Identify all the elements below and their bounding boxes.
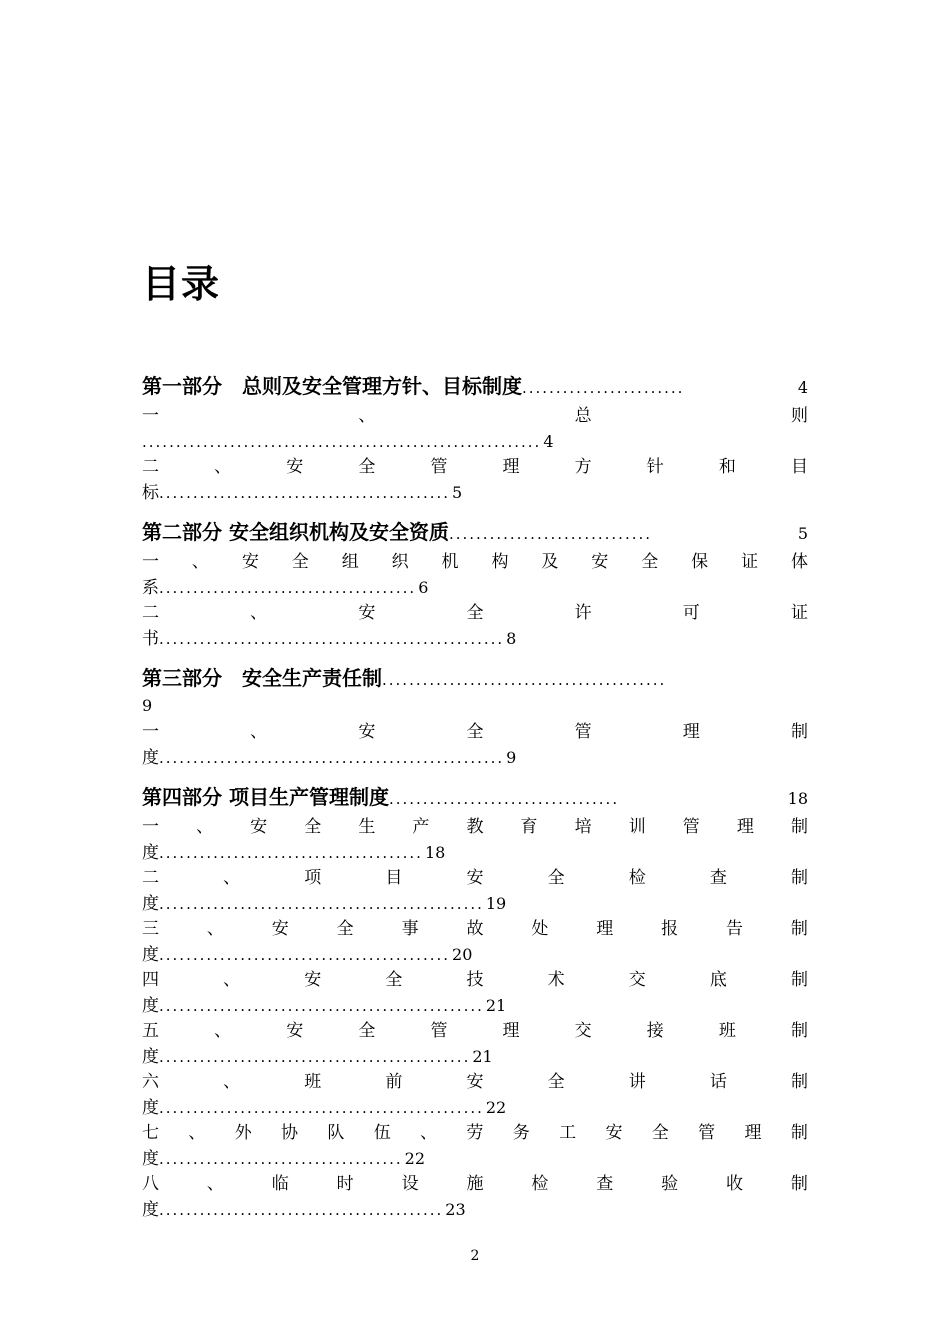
toc-section-char: 制: [791, 868, 808, 888]
toc-section-entry[interactable]: [142, 601, 808, 626]
toc-section-char: 二: [142, 457, 159, 477]
toc-section-page: 22: [404, 1149, 426, 1168]
toc-section-char: 、: [358, 406, 376, 426]
toc-section-tail: 度: [142, 945, 159, 965]
toc-section-char: 安: [271, 919, 289, 939]
toc-section-char: 工: [559, 1123, 577, 1143]
toc-section-char: 安: [605, 1123, 623, 1143]
toc-section-char: 协: [281, 1123, 299, 1143]
toc-section-char: 务: [512, 1123, 530, 1143]
toc-section-char: 交: [574, 1021, 592, 1041]
toc-section-tail: 度: [142, 996, 159, 1016]
toc-section-char: 理: [502, 1021, 520, 1041]
toc-part-entry[interactable]: [142, 781, 808, 815]
toc-section-char: 讲: [628, 1072, 646, 1092]
toc-leader-dots: ........................: [522, 379, 685, 397]
toc-section-char: 全: [641, 552, 659, 572]
toc-section-char: 队: [327, 1123, 345, 1143]
toc-part-page: 18: [787, 789, 808, 808]
toc-section-char: 管: [682, 817, 700, 837]
toc-leader-dots: ..............................................: [159, 1048, 471, 1066]
toc-section-continuation[interactable]: [142, 1095, 808, 1121]
toc-section-char: 班: [718, 1021, 736, 1041]
toc-section-entry[interactable]: [142, 1172, 808, 1197]
table-of-contents: [142, 370, 808, 1223]
toc-section-entry[interactable]: [142, 917, 808, 942]
toc-section-char: 生: [358, 817, 376, 837]
toc-section-char: 全: [466, 603, 484, 623]
toc-section-continuation[interactable]: [142, 626, 808, 652]
toc-section-tail: 系: [142, 578, 159, 598]
toc-section-char: 四: [142, 970, 159, 990]
toc-section-char: 管: [574, 722, 592, 742]
toc-section-char: 、: [214, 457, 232, 477]
toc-section-char: 育: [520, 817, 538, 837]
toc-section-char: 制: [790, 1123, 808, 1143]
toc-section-char: 针: [646, 457, 664, 477]
toc-section-char: 管: [430, 457, 448, 477]
toc-part-label: 第二部分 安全组织机构及安全资质: [142, 520, 449, 544]
toc-section-char: 六: [142, 1072, 159, 1092]
toc-section-char: 接: [646, 1021, 664, 1041]
toc-section-char: 、: [191, 552, 209, 572]
toc-section-char: 总: [574, 406, 592, 426]
toc-section-char: 教: [466, 817, 484, 837]
toc-section-continuation[interactable]: [142, 429, 808, 455]
toc-section-entry[interactable]: [142, 720, 808, 745]
toc-section-char: 二: [142, 603, 159, 623]
toc-section-char: 训: [628, 817, 646, 837]
toc-section-char: 班: [304, 1072, 322, 1092]
toc-section-char: 、: [214, 1021, 232, 1041]
toc-leader-dots: ...........................................: [159, 484, 451, 502]
toc-part-page: 4: [797, 378, 808, 397]
toc-section-char: 交: [628, 970, 646, 990]
toc-section-char: 组: [341, 552, 359, 572]
toc-section-char: 制: [791, 1072, 808, 1092]
toc-section-char: 话: [709, 1072, 727, 1092]
toc-section-tail: 度: [142, 894, 159, 914]
toc-title: 目录: [142, 262, 221, 306]
toc-leader-dots: ..........................................: [159, 1201, 444, 1219]
toc-section-char: 术: [547, 970, 565, 990]
toc-section-tail: 度: [142, 1149, 159, 1169]
toc-section-char: 全: [291, 552, 309, 572]
toc-part-entry[interactable]: [142, 516, 808, 550]
toc-section-char: 安: [286, 1021, 304, 1041]
toc-section-continuation[interactable]: [142, 480, 808, 506]
toc-leader-dots: ................................................: [159, 1099, 484, 1117]
toc-section-continuation[interactable]: [142, 942, 808, 968]
toc-section-page: 6: [418, 578, 429, 597]
toc-section-char: 和: [718, 457, 736, 477]
toc-section-char: 、: [250, 722, 268, 742]
toc-section-char: 查: [709, 868, 727, 888]
toc-section-char: 事: [401, 919, 419, 939]
toc-spacer: [142, 771, 808, 781]
page-number: 2: [470, 1248, 480, 1264]
toc-section-char: 伍: [373, 1123, 391, 1143]
toc-section-entry[interactable]: [142, 404, 808, 429]
toc-section-char: 三: [142, 919, 159, 939]
toc-section-char: 时: [336, 1174, 354, 1194]
toc-section-page: 19: [485, 894, 507, 913]
toc-section-char: 方: [574, 457, 592, 477]
toc-section-char: 验: [661, 1174, 679, 1194]
toc-section-page: 20: [452, 945, 473, 964]
toc-part-label: 第一部分 总则及安全管理方针、目标制度: [142, 374, 522, 398]
toc-spacer: [142, 652, 808, 662]
toc-section-tail: 标: [142, 483, 159, 503]
toc-section-char: 报: [661, 919, 679, 939]
toc-section-char: 制: [790, 722, 808, 742]
toc-part-page: 9: [142, 695, 153, 715]
toc-section-page: 21: [485, 996, 507, 1015]
toc-section-char: 目: [385, 868, 403, 888]
toc-section-continuation[interactable]: [142, 1197, 808, 1223]
toc-leader-dots: ..........................................: [382, 671, 667, 689]
toc-section-tail: 度: [142, 1200, 159, 1220]
toc-section-tail: 度: [142, 748, 159, 768]
toc-section-char: 全: [651, 1123, 669, 1143]
toc-section-char: 安: [591, 552, 609, 572]
toc-section-char: 施: [466, 1174, 484, 1194]
toc-section-char: 培: [574, 817, 592, 837]
toc-section-char: 全: [547, 868, 565, 888]
toc-section-char: 理: [744, 1123, 762, 1143]
toc-section-char: 体: [790, 552, 808, 572]
toc-section-char: 、: [223, 1072, 241, 1092]
toc-section-entry[interactable]: [142, 1019, 808, 1044]
toc-section-char: 全: [304, 817, 322, 837]
toc-section-char: 检: [531, 1174, 549, 1194]
toc-section-tail: 度: [142, 843, 159, 863]
toc-section-char: 则: [790, 406, 808, 426]
toc-section-char: 及: [541, 552, 559, 572]
toc-leader-dots: ...........................................: [159, 946, 451, 964]
toc-section-entry[interactable]: [142, 1070, 808, 1095]
toc-section-char: 检: [628, 868, 646, 888]
toc-section-entry[interactable]: [142, 815, 808, 840]
toc-section-char: 七: [142, 1123, 159, 1143]
toc-section-char: 收: [726, 1174, 744, 1194]
toc-leader-dots: ....................................: [159, 1150, 403, 1168]
toc-section-tail: 度: [142, 1098, 159, 1118]
toc-section-char: 理: [596, 919, 614, 939]
toc-leader-dots: .......................................: [159, 844, 423, 862]
toc-section-char: 安: [286, 457, 304, 477]
toc-section-char: 制: [790, 817, 808, 837]
toc-section-char: 全: [466, 722, 484, 742]
toc-section-char: 处: [531, 919, 549, 939]
toc-section-char: 、: [420, 1123, 438, 1143]
toc-section-char: 全: [336, 919, 354, 939]
toc-section-char: 项: [304, 868, 322, 888]
toc-section-char: 底: [709, 970, 727, 990]
toc-part-entry[interactable]: [142, 662, 808, 720]
toc-section-char: 一: [142, 406, 159, 426]
toc-section-char: 安: [466, 868, 484, 888]
toc-section-char: 告: [726, 919, 744, 939]
toc-section-continuation[interactable]: [142, 840, 808, 866]
toc-leader-dots: ...........................................................: [142, 433, 542, 451]
toc-part-entry[interactable]: [142, 370, 808, 404]
toc-section-char: 全: [358, 1021, 376, 1041]
toc-section-char: 制: [790, 1021, 808, 1041]
toc-section-char: 机: [441, 552, 459, 572]
toc-section-char: 一: [142, 722, 159, 742]
toc-section-char: 理: [682, 722, 700, 742]
toc-section-char: 目: [790, 457, 808, 477]
toc-section-entry[interactable]: [142, 1121, 808, 1146]
toc-section-char: 理: [736, 817, 754, 837]
toc-part-label: 第四部分 项目生产管理制度: [142, 785, 389, 809]
toc-section-page: 22: [485, 1098, 507, 1117]
toc-section-entry[interactable]: [142, 866, 808, 891]
toc-section-char: 构: [491, 552, 509, 572]
toc-section-char: 二: [142, 868, 159, 888]
toc-section-char: 可: [682, 603, 700, 623]
toc-section-char: 理: [502, 457, 520, 477]
toc-section-page: 4: [543, 432, 554, 451]
toc-section-char: 管: [430, 1021, 448, 1041]
toc-section-char: 制: [790, 1174, 808, 1194]
toc-leader-dots: ..............................: [448, 525, 653, 543]
toc-section-char: 劳: [466, 1123, 484, 1143]
toc-leader-dots: ...................................................: [159, 630, 505, 648]
toc-section-char: 、: [223, 970, 241, 990]
toc-section-page: 8: [506, 629, 517, 648]
toc-section-char: 保: [691, 552, 709, 572]
toc-part-label: 第三部分 安全生产责任制: [142, 666, 382, 690]
toc-section-continuation[interactable]: [142, 745, 808, 771]
toc-section-char: 证: [790, 603, 808, 623]
toc-section-char: 、: [196, 817, 214, 837]
toc-section-char: 证: [741, 552, 759, 572]
toc-section-page: 9: [506, 748, 517, 767]
toc-section-char: 制: [790, 919, 808, 939]
toc-section-char: 产: [412, 817, 430, 837]
toc-section-char: 、: [223, 868, 241, 888]
toc-section-char: 设: [401, 1174, 419, 1194]
toc-leader-dots: ...................................................: [159, 749, 505, 767]
toc-section-char: 一: [142, 552, 159, 572]
toc-section-char: 安: [358, 603, 376, 623]
toc-leader-dots: ................................................: [159, 997, 484, 1015]
toc-section-char: 八: [142, 1174, 159, 1194]
toc-section-continuation[interactable]: [142, 891, 808, 917]
toc-section-char: 五: [142, 1021, 159, 1041]
toc-section-char: 安: [250, 817, 268, 837]
toc-section-continuation[interactable]: [142, 993, 808, 1019]
toc-section-char: 查: [596, 1174, 614, 1194]
toc-section-char: 安: [358, 722, 376, 742]
toc-spacer: [142, 506, 808, 516]
toc-section-char: 全: [385, 970, 403, 990]
toc-section-tail: 书: [142, 629, 159, 649]
toc-section-char: 一: [142, 817, 159, 837]
toc-section-char: 、: [206, 919, 224, 939]
toc-section-char: 、: [188, 1123, 206, 1143]
toc-section-page: 21: [472, 1047, 493, 1066]
toc-section-char: 临: [271, 1174, 289, 1194]
toc-section-char: 许: [574, 603, 592, 623]
toc-section-char: 织: [391, 552, 409, 572]
toc-section-char: 、: [250, 603, 268, 623]
toc-section-continuation[interactable]: [142, 1044, 808, 1070]
toc-section-char: 、: [206, 1174, 224, 1194]
toc-part-page: 5: [797, 524, 808, 543]
toc-section-char: 安: [241, 552, 259, 572]
toc-section-page: 18: [424, 843, 446, 862]
toc-section-char: 全: [358, 457, 376, 477]
toc-leader-dots: ......................................: [159, 579, 417, 597]
toc-section-char: 安: [466, 1072, 484, 1092]
toc-section-page: 5: [452, 483, 463, 502]
toc-section-char: 安: [304, 970, 322, 990]
toc-leader-dots: ................................................: [159, 895, 484, 913]
toc-section-char: 技: [466, 970, 484, 990]
toc-section-char: 全: [547, 1072, 565, 1092]
toc-section-continuation[interactable]: [142, 1146, 808, 1172]
toc-section-tail: 度: [142, 1047, 159, 1067]
toc-section-entry[interactable]: [142, 455, 808, 480]
toc-section-char: 制: [791, 970, 808, 990]
toc-leader-dots: ..................................: [388, 790, 620, 808]
toc-section-char: 管: [698, 1123, 716, 1143]
toc-section-char: 前: [385, 1072, 403, 1092]
toc-section-char: 外: [234, 1123, 252, 1143]
toc-section-entry[interactable]: [142, 550, 808, 575]
toc-section-continuation[interactable]: [142, 575, 808, 601]
toc-section-char: 故: [466, 919, 484, 939]
toc-section-page: 23: [445, 1200, 466, 1219]
toc-section-entry[interactable]: [142, 968, 808, 993]
